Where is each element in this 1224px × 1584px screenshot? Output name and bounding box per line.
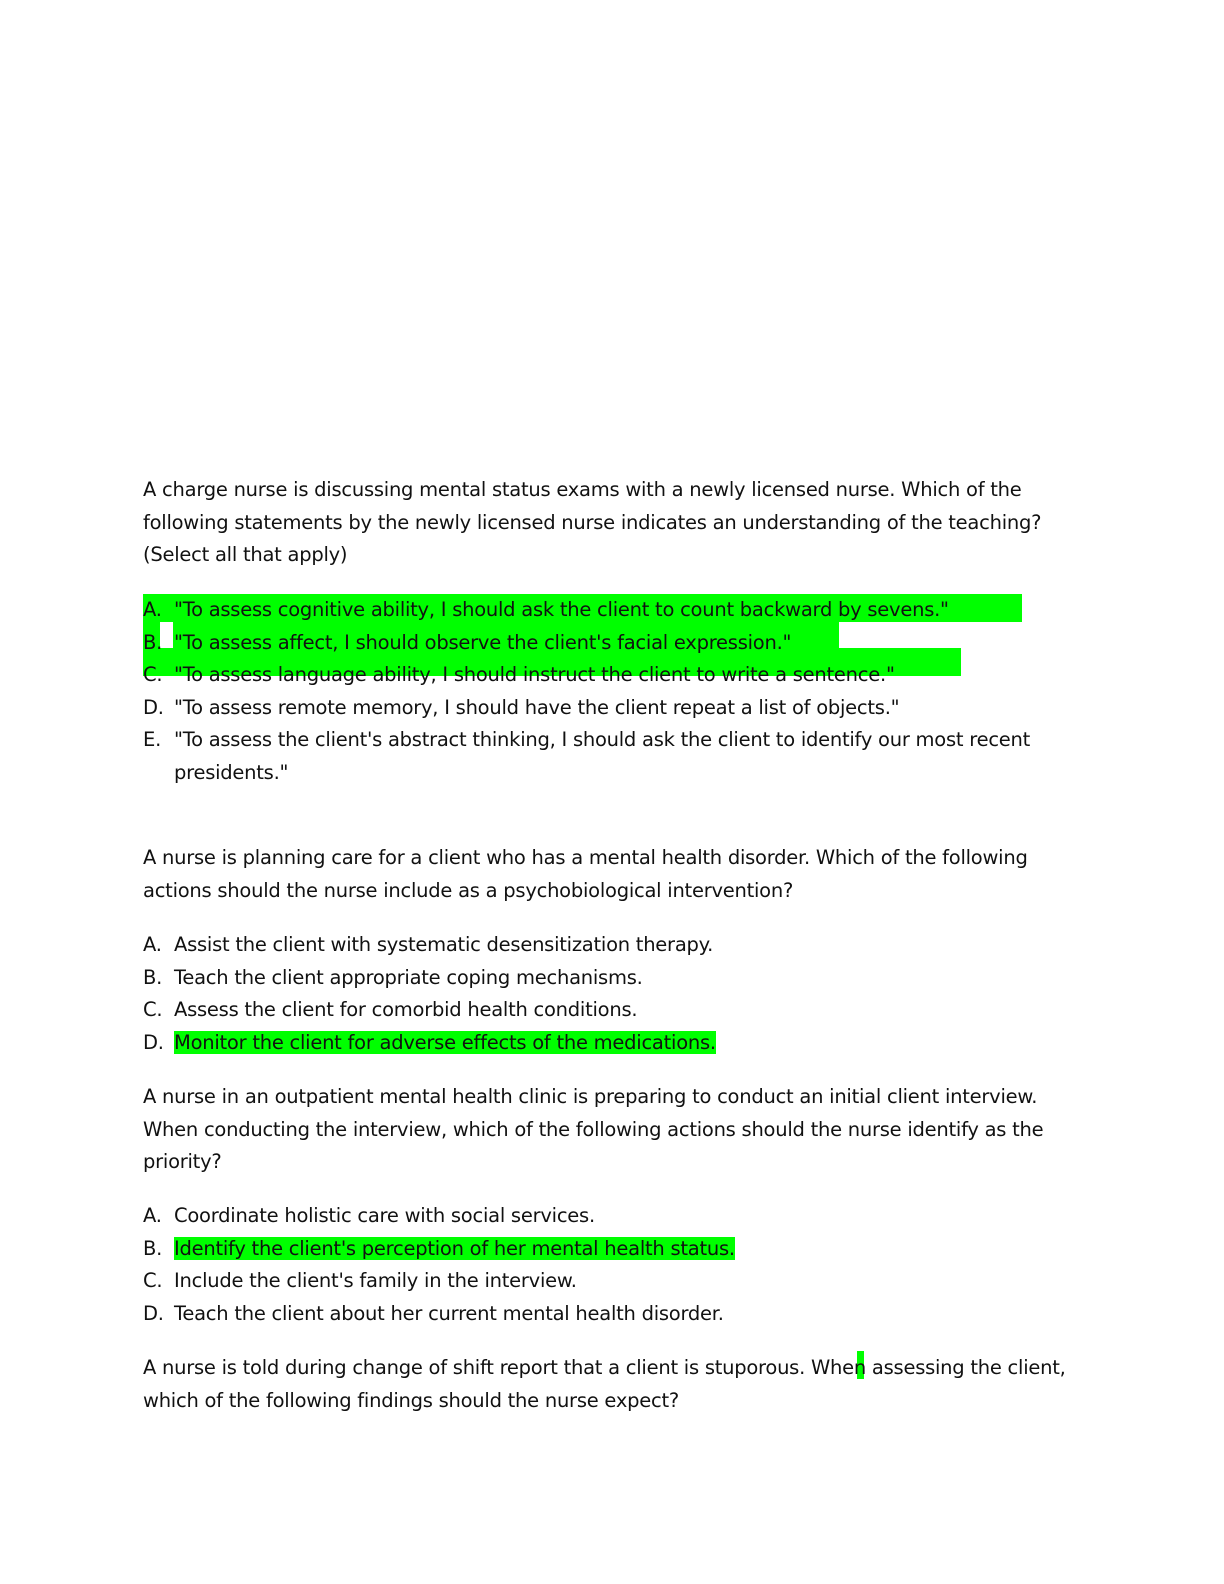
option-letter: E. [143,728,162,751]
option-b[interactable] [143,962,1073,995]
question-stem: A nurse is planning care for a client who has a mental health disorder. Which of the following actions should the nurse include as a psychobiological intervention? [143,846,1028,902]
option-b[interactable] [143,1233,1073,1266]
option-c[interactable] [143,659,1073,692]
option-text: Coordinate holistic care with social services. [174,1204,595,1227]
option-letter: B. [143,1236,163,1260]
option-letter: D. [143,695,164,719]
option-letter: A. [143,1204,162,1227]
option-c[interactable] [143,994,1073,1027]
option-d[interactable] [143,1298,1073,1331]
option-c[interactable] [143,1265,1073,1298]
option-a[interactable] [143,594,1073,627]
option-text: Identify the client's perception of her mental health status. [174,1236,735,1260]
option-letter: B. [143,965,163,989]
option-letter: C. [143,663,163,686]
question-4 [143,1352,1073,1417]
question-stem: A nurse in an outpatient mental health clinic is preparing to conduct an initial client interview. When conducting the interview, which of the following actions should the nurse identify as the priority? [143,1085,1044,1173]
option-d[interactable] [143,1027,1073,1060]
option-text: "To assess cognitive ability, I should ask the client to count backward by sevens." [174,598,949,621]
question-stem: A nurse is told during change of shift report that a client is stuporous. When assessing the client, which of the following findings should the nurse expect? [143,1356,1066,1412]
question-1 [143,474,1073,572]
option-letter: A. [143,933,162,956]
question-3 [143,1081,1073,1179]
option-text: "To assess affect, I should observe the client's facial expression." [174,630,792,654]
option-text: Assist the client with systematic desensitization therapy. [174,933,714,956]
question-2-options [143,929,1073,1059]
question-3-options [143,1200,1073,1330]
option-text: "To assess remote memory, I should have the client repeat a list of objects." [174,695,900,719]
option-text: Teach the client about her current mental health disorder. [174,1301,724,1325]
option-b[interactable] [143,627,1073,660]
option-letter: B. [143,630,163,654]
option-a[interactable] [143,1200,1073,1233]
option-letter: C. [143,1269,163,1292]
option-letter: A. [143,598,162,621]
option-text: Assess the client for comorbid health conditions. [174,998,638,1021]
option-text: Include the client's family in the interview. [174,1269,577,1292]
question-2 [143,842,1073,907]
question-stem: A charge nurse is discussing mental status exams with a newly licensed nurse. Which of the following statements by the newly licensed nurse indicates an understanding of the teaching? (Select all that apply) [143,478,1042,566]
option-text: "To assess the client's abstract thinking, I should ask the client to identify our most recent presidents." [174,728,1031,784]
option-text: Monitor the client for adverse effects of the medications. [174,1030,716,1054]
option-a[interactable] [143,929,1073,962]
option-letter: C. [143,998,163,1021]
question-1-options [143,594,1073,789]
option-e[interactable] [143,724,1073,789]
option-letter: D. [143,1030,164,1054]
option-d[interactable] [143,692,1073,725]
option-letter: D. [143,1301,164,1325]
option-text: Teach the client appropriate coping mechanisms. [174,965,643,989]
option-text: "To assess language ability, I should instruct the client to write a sentence." [174,663,895,686]
